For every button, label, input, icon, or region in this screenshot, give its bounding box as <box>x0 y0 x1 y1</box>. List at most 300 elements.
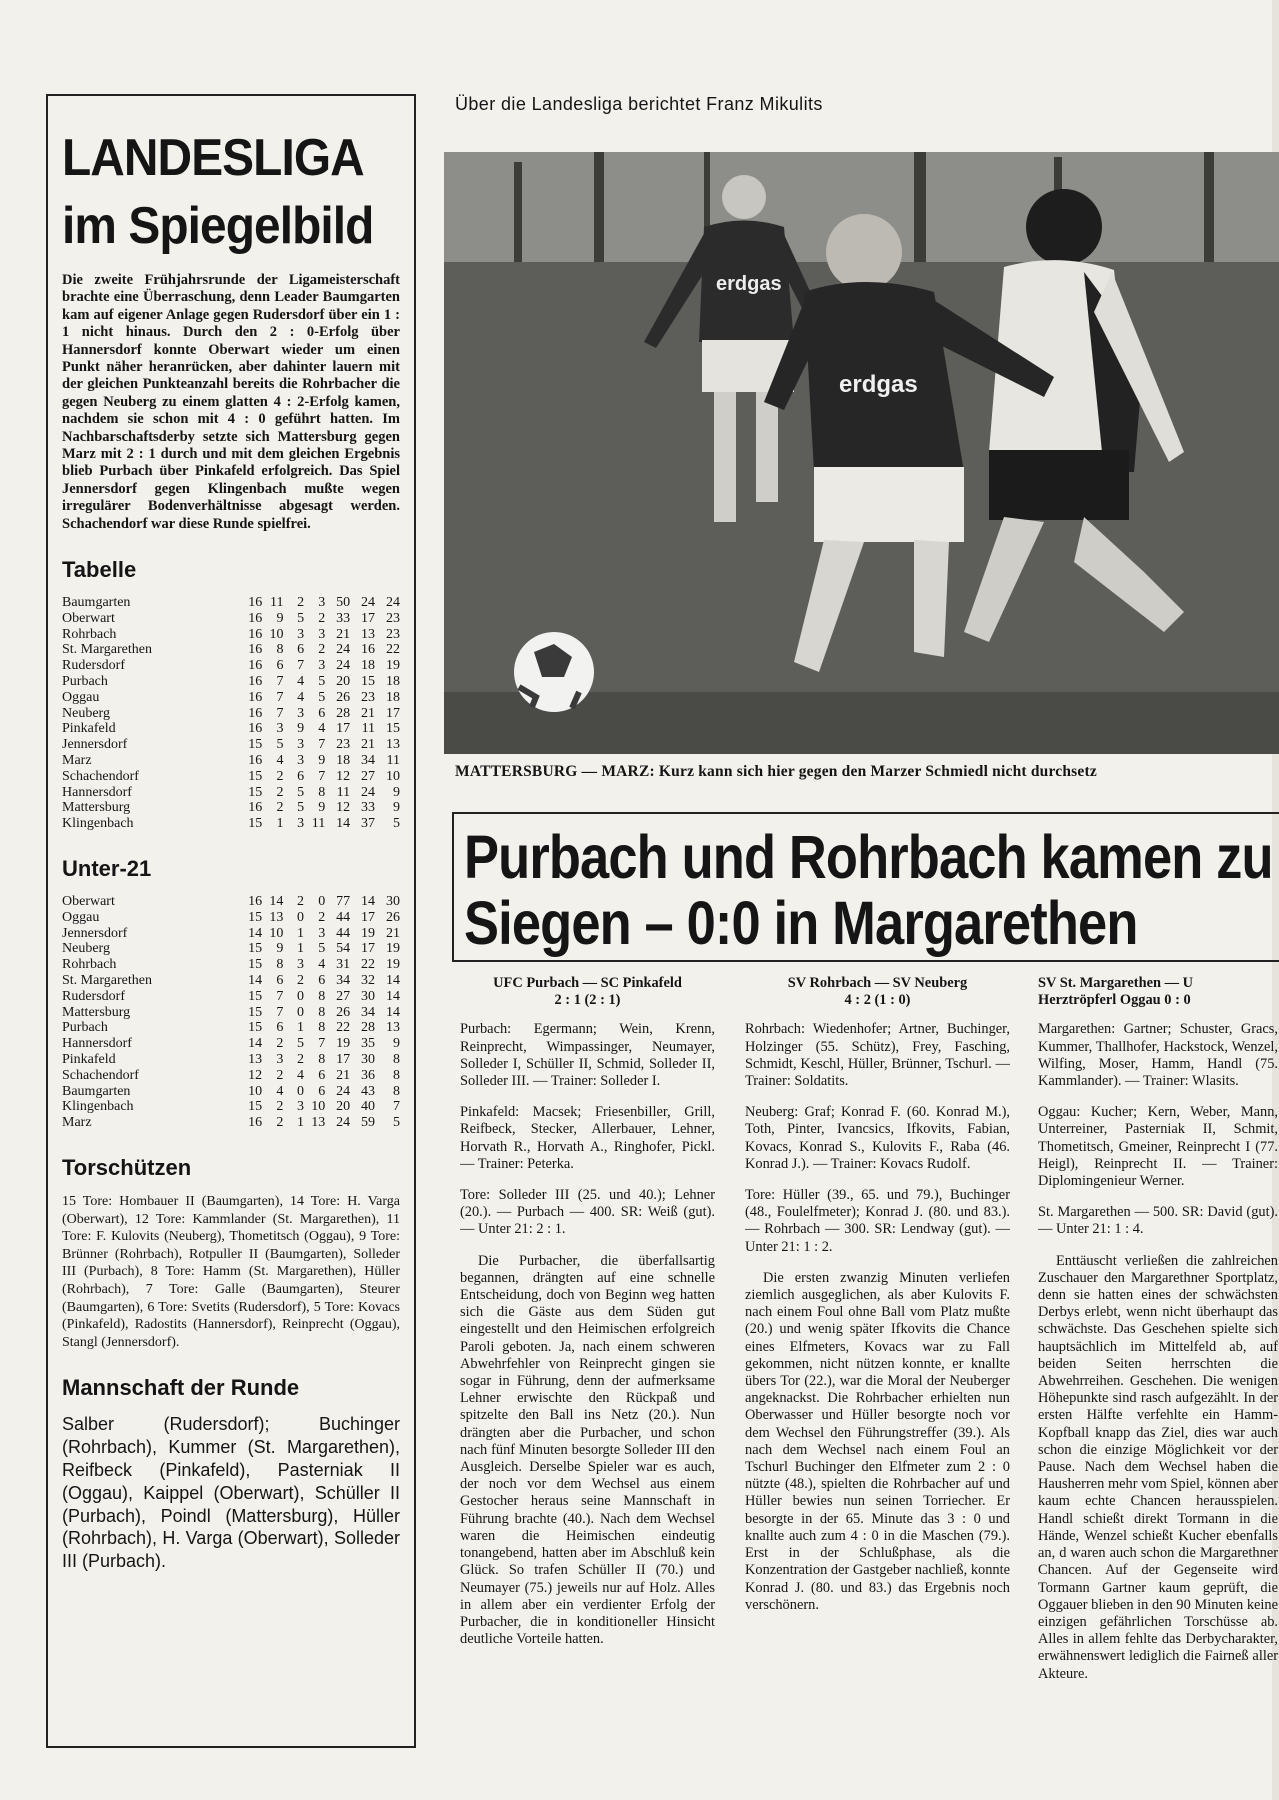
stat-cell: 1 <box>297 925 305 941</box>
stat-cell: 7 <box>318 737 326 753</box>
stat-cell: 30 <box>361 988 376 1004</box>
stat-cell: 3 <box>318 658 326 674</box>
headline-line1: Purbach und Rohrbach kamen zu <box>464 823 1273 891</box>
table-row <box>62 910 400 926</box>
stat-cell: 23 <box>361 689 376 705</box>
stat-cell: 3 <box>276 1052 284 1068</box>
table-row <box>62 1068 400 1084</box>
stat-cell: 5 <box>318 689 326 705</box>
stat-cell: 15 <box>248 1099 263 1115</box>
team-name: Pinkafeld <box>62 1052 116 1068</box>
team-name: Hannersdorf <box>62 784 132 800</box>
lineup-away: Oggau: Kucher; Kern, Weber, Mann, Unterreiner, Pasterniak II, Schmit, Thometitsch, Gmeiner, Reinprecht I (77. Heigl), Reinprecht II. — Trainer: Diplomingenieur Werner. <box>1038 1104 1278 1190</box>
stat-cell: 37 <box>361 816 376 832</box>
stat-cell: 5 <box>297 610 305 626</box>
match-photo <box>444 152 1279 754</box>
team-name: Purbach <box>62 1020 108 1036</box>
stat-cell: 28 <box>361 1020 376 1036</box>
team-name: Baumgarten <box>62 1083 131 1099</box>
stat-cell: 8 <box>393 1052 400 1068</box>
box-title-line1: LANDESLIGA <box>62 129 364 187</box>
team-name: Oberwart <box>62 894 115 910</box>
stat-cell: 17 <box>361 610 376 626</box>
stat-cell: 8 <box>393 1083 400 1099</box>
stat-cell: 9 <box>297 721 305 737</box>
team-name: Klingenbach <box>62 816 134 832</box>
team-name: St. Margarethen <box>62 642 152 658</box>
stat-cell: 9 <box>393 1036 400 1052</box>
team-name: Klingenbach <box>62 1099 134 1115</box>
stat-cell: 0 <box>297 1083 305 1099</box>
tabelle-heading: Tabelle <box>62 557 137 583</box>
team-name: Rohrbach <box>62 957 117 973</box>
stat-cell: 11 <box>386 753 400 769</box>
table-row <box>62 721 400 737</box>
stat-cell: 8 <box>318 1020 326 1036</box>
table-row <box>62 642 400 658</box>
stat-cell: 24 <box>361 595 376 611</box>
table-row <box>62 1115 400 1131</box>
team-name: Neuberg <box>62 941 110 957</box>
stat-cell: 15 <box>248 737 263 753</box>
stat-cell: 12 <box>336 800 351 816</box>
stat-cell: 19 <box>361 925 376 941</box>
stat-cell: 15 <box>248 957 263 973</box>
team-name: Neuberg <box>62 705 110 721</box>
stat-cell: 16 <box>361 642 376 658</box>
stat-cell: 16 <box>248 610 263 626</box>
stat-cell: 13 <box>386 737 400 753</box>
stat-cell: 22 <box>386 642 400 658</box>
lineup-home: Purbach: Egermann; Wein, Krenn, Reinprecht, Wimpassinger, Neumayer, Solleder I, Schüller II, Schmid, Solleder II, Solleder III. — Trainer: Solleder I. <box>460 1021 715 1090</box>
stat-cell: 12 <box>248 1067 263 1083</box>
stat-cell: 33 <box>361 800 376 816</box>
stat-cell: 6 <box>276 1020 284 1036</box>
match-report: Die ersten zwanzig Minuten verliefen ziemlich ausgeglichen, als aber Kulovits F. nach einem Foul ohne Ball vom Platz mußte (20.) und wenig später Ifkovits die Chance eines Elfmeters, Kovacs war zu Fall gekommen, nicht nützen konnte, er knallte übers Tor (22.), war die Moral der Neuberger angeknackst. Die Rohrbacher erhielten nun Oberwasser und Hüller besorgte noch vor dem Wechsel den Führungstreffer (39.). Als nach dem Wechsel nach einem Foul an Tschurl Buchinger den Elfmeter zum 2 : 0 nützte (48.), spielten die Rohrbacher auf und Hüller bewies nun seinen Torriecher. Er besorgte in der 65. Minute das 3 : 0 und knallte auch zum 4 : 0 in die Maschen (79.). Erst in der Schlußphase, als die Konzentration der Gastgeber nachließ, konnte Konrad J. (80. und 83.) das Ergebnis noch verschönern. <box>745 1269 1010 1613</box>
stat-cell: 5 <box>297 784 305 800</box>
stat-cell: 10 <box>269 925 284 941</box>
stat-cell: 3 <box>297 753 305 769</box>
stat-cell: 16 <box>248 753 263 769</box>
stat-cell: 13 <box>311 1115 326 1131</box>
stat-cell: 30 <box>386 894 400 910</box>
team-name: Baumgarten <box>62 595 131 611</box>
table-row <box>62 894 400 910</box>
stat-cell: 0 <box>297 1004 305 1020</box>
scorers-heading: Torschützen <box>62 1155 192 1180</box>
team-name: Rohrbach <box>62 626 117 642</box>
stat-cell: 0 <box>297 988 305 1004</box>
team-of-round-heading: Mannschaft der Runde <box>62 1375 300 1401</box>
stat-cell: 7 <box>276 1004 284 1020</box>
stat-cell: 18 <box>361 658 376 674</box>
lineup-away: Neuberg: Graf; Konrad F. (60. Konrad M.), Toth, Pinter, Ivancsics, Ifkovits, Fabian, Kovacs, Konrad S., Kulovits F., Raba (46. Konrad J.). — Trainer: Kovacs Rudolf. <box>745 1104 1010 1172</box>
table-row <box>62 769 400 785</box>
byline: Über die Landesliga berichtet Franz Mikulits <box>455 94 823 114</box>
stat-cell: 22 <box>336 1020 351 1036</box>
stat-cell: 2 <box>297 595 305 611</box>
stat-cell: 2 <box>276 1067 284 1083</box>
stat-cell: 18 <box>386 674 400 690</box>
stat-cell: 6 <box>318 705 326 721</box>
lineup-home: Rohrbach: Wiedenhofer; Artner, Buchinger, Holzinger (55. Schütz), Frey, Fasching, Schmidt, Keschl, Hüller, Brünner, Tschurl. — Trainer: Soldatits. <box>745 1021 1010 1090</box>
stat-cell: 11 <box>336 784 351 800</box>
stat-cell: 15 <box>248 941 263 957</box>
team-name: Jennersdorf <box>62 737 128 753</box>
goals-info: Tore: Solleder III (25. und 40.); Lehner (20.). — Purbach — 400. SR: Weiß (gut). — Unter 21: 2 : 1. <box>460 1187 715 1238</box>
stat-cell: 9 <box>393 800 400 816</box>
stat-cell: 14 <box>361 894 376 910</box>
article-column-purbach <box>460 975 715 1765</box>
stat-cell: 3 <box>297 957 305 973</box>
stat-cell: 4 <box>318 721 326 737</box>
table-row <box>62 957 400 973</box>
stat-cell: 0 <box>318 894 326 910</box>
stat-cell: 14 <box>386 1004 400 1020</box>
stat-cell: 10 <box>311 1099 326 1115</box>
stat-cell: 21 <box>361 705 376 721</box>
stat-cell: 5 <box>318 674 326 690</box>
stat-cell: 3 <box>297 705 305 721</box>
stat-cell: 8 <box>318 784 326 800</box>
team-name: Schachendorf <box>62 1067 139 1083</box>
stat-cell: 16 <box>248 674 263 690</box>
stat-cell: 6 <box>297 768 305 784</box>
stat-cell: 4 <box>318 957 326 973</box>
stat-cell: 2 <box>318 610 326 626</box>
stat-cell: 7 <box>393 1099 400 1115</box>
stat-cell: 3 <box>297 1099 305 1115</box>
stat-cell: 17 <box>336 1052 351 1068</box>
stat-cell: 16 <box>248 1115 263 1131</box>
stat-cell: 35 <box>361 1036 376 1052</box>
stat-cell: 32 <box>361 973 376 989</box>
team-name: Marz <box>62 1115 92 1131</box>
stat-cell: 4 <box>297 674 305 690</box>
stat-cell: 20 <box>336 1099 351 1115</box>
stat-cell: 7 <box>276 689 284 705</box>
shirt-text-background: erdgas <box>716 273 782 295</box>
team-of-round-text: Salber (Rudersdorf); Buchinger (Rohrbach), Kummer (St. Margarethen), Reifbeck (Pinkafeld), Pasterniak II (Oggau), Kaippel (Oberwart), Schüller II (Purbach), Poindl (Mattersburg), Hüller (Rohrbach), H. Varga (Oberwart), Solleder III (Purbach). <box>62 1414 400 1572</box>
photo-caption: MATTERSBURG — MARZ: Kurz kann sich hier gegen den Marzer Schmiedl nicht durchsetz <box>455 763 1097 780</box>
stat-cell: 19 <box>336 1036 351 1052</box>
stat-cell: 3 <box>318 626 326 642</box>
stat-cell: 13 <box>386 1020 400 1036</box>
stat-cell: 17 <box>336 721 351 737</box>
table-row <box>62 973 400 989</box>
stat-cell: 14 <box>386 988 400 1004</box>
stat-cell: 16 <box>248 658 263 674</box>
team-name: Mattersburg <box>62 800 131 816</box>
table-row <box>62 800 400 816</box>
stat-cell: 10 <box>386 768 400 784</box>
stat-cell: 50 <box>336 595 351 611</box>
stat-cell: 13 <box>361 626 376 642</box>
stat-cell: 15 <box>248 784 263 800</box>
stat-cell: 15 <box>386 721 400 737</box>
table-row <box>62 785 400 801</box>
stat-cell: 4 <box>297 1067 305 1083</box>
table-row <box>62 737 400 753</box>
stat-cell: 14 <box>248 925 263 941</box>
stat-cell: 26 <box>386 909 400 925</box>
stat-cell: 8 <box>318 1004 326 1020</box>
stat-cell: 4 <box>297 689 305 705</box>
stat-cell: 3 <box>297 737 305 753</box>
stat-cell: 20 <box>336 674 351 690</box>
team-name: Rudersdorf <box>62 658 125 674</box>
stat-cell: 9 <box>276 610 284 626</box>
stat-cell: 16 <box>248 642 263 658</box>
match-teams: SV Rohrbach — SV Neuberg <box>787 975 968 991</box>
headline-box <box>452 812 1279 962</box>
stat-cell: 9 <box>276 941 284 957</box>
stat-cell: 16 <box>248 626 263 642</box>
team-name: Oberwart <box>62 610 115 626</box>
stat-cell: 21 <box>336 1067 351 1083</box>
team-name: Pinkafeld <box>62 721 116 737</box>
stat-cell: 6 <box>276 658 284 674</box>
stat-cell: 14 <box>248 1036 263 1052</box>
football <box>514 632 594 712</box>
stat-cell: 8 <box>318 988 326 1004</box>
team-name: Mattersburg <box>62 1004 131 1020</box>
stat-cell: 3 <box>276 721 284 737</box>
stat-cell: 10 <box>269 626 284 642</box>
table-row <box>62 989 400 1005</box>
stat-cell: 8 <box>318 1052 326 1068</box>
stat-cell: 26 <box>336 1004 351 1020</box>
box-intro: Die zweite Frühjahrsrunde der Ligameisterschaft brachte eine Überraschung, denn Leader Baumgarten kam auf eigener Anlage gegen Rudersdorf über ein 1 : 1 nicht hinaus. Durch den 2 : 0-Erfolg über Hannersdorf konnte Oberwart wieder um einen Punkt näher heranrücken, aber dahinter lauern mit der gleichen Punkteanzahl bereits die Rohrbacher die gegen Neuberg zu einem glatten 4 : 2-Erfolg kamen, nachdem sie schon mit 4 : 0 geführt hatten. Im Nachbarschaftsderby setzte sich Mattersburg gegen Marz mit 2 : 1 durch und mit dem gleichen Ergebnis blieb Purbach über Pinkafeld erfolgreich. Das Spiel Jennersdorf gegen Klingenbach mußte wegen irregulärer Bodenverhältnisse abgesagt werden. Schachendorf war diese Runde spielfrei. <box>62 272 400 532</box>
stat-cell: 2 <box>276 1115 284 1131</box>
stat-cell: 9 <box>318 753 326 769</box>
stat-cell: 0 <box>297 909 305 925</box>
stat-cell: 13 <box>269 909 284 925</box>
stat-cell: 8 <box>276 957 284 973</box>
match-score: Herztröpferl Oggau 0 : 0 <box>1038 992 1191 1009</box>
stat-cell: 2 <box>297 1052 305 1068</box>
stat-cell: 21 <box>361 737 376 753</box>
article-column-margarethen <box>1038 975 1278 1765</box>
stat-cell: 27 <box>361 768 376 784</box>
stat-cell: 5 <box>297 800 305 816</box>
table-row <box>62 658 400 674</box>
stat-cell: 2 <box>276 784 284 800</box>
table-row <box>62 1005 400 1021</box>
stat-cell: 24 <box>336 1115 351 1131</box>
team-name: Hannersdorf <box>62 1036 132 1052</box>
stat-cell: 59 <box>361 1115 376 1131</box>
stat-cell: 4 <box>276 753 284 769</box>
stat-cell: 19 <box>386 658 400 674</box>
stat-cell: 4 <box>276 1083 284 1099</box>
match-score: 4 : 2 (1 : 0) <box>844 992 911 1009</box>
shirt-text-foreground: erdgas <box>839 371 918 398</box>
match-report: Die Purbacher, die überfallsartig begannen, drängten auf eine schnelle Entscheidung, doch von Beginn weg hatten sich die Gäste aus dem Süden gut eingestellt und den Heimischen erfolgreich Paroli geboten. Ja, nach einem schweren Abwehrfehler von Reinprecht gingen sie sogar in Führung, denn der aufmerksame Lehner erwischte den Rückpaß und spitzelte den Ball ins Netz (20.). Nun drängten aber die Purbacher, und schon nach fünf Minuten besorgte Solleder III den Ausgleich. Derselbe Spieler war es auch, der noch vor dem Wechsel aus einem Gestocher heraus seine Mannschaft in Führung brachte (40.). Nach dem Wechsel waren die Heimischen eindeutig tonangebend, hatten aber im Abschluß kein Glück. So trafen Schüller II (70.) und Neumayer (75.) jeweils nur auf Holz. Alles in allem aber ein verdienter Erfolg der Purbacher, die in konditioneller Hinsicht deutliche Vorteile hatten. <box>460 1252 715 1648</box>
box-title-line2: im Spiegelbild <box>62 197 374 255</box>
stat-cell: 21 <box>386 925 400 941</box>
stat-cell: 9 <box>393 784 400 800</box>
team-name: Purbach <box>62 674 108 690</box>
stat-cell: 77 <box>336 894 351 910</box>
stat-cell: 7 <box>297 658 305 674</box>
stat-cell: 17 <box>386 705 400 721</box>
stat-cell: 24 <box>386 595 400 611</box>
stat-cell: 5 <box>318 941 326 957</box>
stat-cell: 6 <box>276 973 284 989</box>
table-row <box>62 753 400 769</box>
team-name: Oggau <box>62 689 100 705</box>
stat-cell: 3 <box>297 626 305 642</box>
stat-cell: 9 <box>318 800 326 816</box>
match-heading <box>745 975 1010 1009</box>
team-name: Jennersdorf <box>62 925 128 941</box>
stat-cell: 14 <box>248 973 263 989</box>
stat-cell: 22 <box>361 957 376 973</box>
stat-cell: 5 <box>393 1115 400 1131</box>
stat-cell: 18 <box>336 753 351 769</box>
match-photo-illustration <box>444 152 1279 754</box>
table-row <box>62 690 400 706</box>
stat-cell: 8 <box>276 642 284 658</box>
stat-cell: 14 <box>336 816 351 832</box>
stat-cell: 11 <box>311 816 326 832</box>
stat-cell: 2 <box>297 894 305 910</box>
stat-cell: 2 <box>318 909 326 925</box>
stat-cell: 24 <box>361 784 376 800</box>
stat-cell: 14 <box>269 894 284 910</box>
stat-cell: 2 <box>276 768 284 784</box>
stat-cell: 16 <box>248 705 263 721</box>
stat-cell: 2 <box>276 1099 284 1115</box>
stat-cell: 7 <box>276 674 284 690</box>
stat-cell: 15 <box>361 674 376 690</box>
stat-cell: 2 <box>276 800 284 816</box>
stat-cell: 36 <box>361 1067 376 1083</box>
table-row <box>62 706 400 722</box>
stat-cell: 23 <box>336 737 351 753</box>
stat-cell: 27 <box>336 988 351 1004</box>
stat-cell: 2 <box>318 642 326 658</box>
table-row <box>62 926 400 942</box>
lineup-away: Pinkafeld: Macsek; Friesenbiller, Grill, Reifbeck, Stecker, Allerbauer, Lehner, Horvath R., Horvath A., Ringhofer, Pickl. — Trainer: Peterka. <box>460 1104 715 1172</box>
landesliga-box <box>46 94 416 1748</box>
stat-cell: 44 <box>336 909 351 925</box>
match-heading <box>1038 975 1278 1009</box>
match-teams: SV St. Margarethen — U <box>1038 975 1193 991</box>
table-row <box>62 611 400 627</box>
table-row <box>62 1020 400 1036</box>
stat-cell: 31 <box>336 957 351 973</box>
stat-cell: 3 <box>297 816 305 832</box>
stat-cell: 34 <box>361 1004 376 1020</box>
table-row <box>62 627 400 643</box>
stat-cell: 16 <box>248 689 263 705</box>
stat-cell: 26 <box>336 689 351 705</box>
stat-cell: 11 <box>269 595 284 611</box>
stat-cell: 12 <box>336 768 351 784</box>
stat-cell: 15 <box>248 816 263 832</box>
team-name: Oggau <box>62 909 100 925</box>
stat-cell: 23 <box>386 626 400 642</box>
stat-cell: 34 <box>361 753 376 769</box>
stat-cell: 2 <box>276 1036 284 1052</box>
stat-cell: 16 <box>248 894 263 910</box>
stat-cell: 17 <box>361 909 376 925</box>
headline-line2: Siegen – 0:0 in Margarethen <box>464 889 1138 957</box>
team-name: Schachendorf <box>62 768 139 784</box>
stat-cell: 16 <box>248 595 263 611</box>
goals-info: Tore: Hüller (39., 65. und 79.), Buchinger (48., Foulelfmeter); Konrad J. (80. und 83.). — Rohrbach — 300. SR: Lendway (gut). — Unter 21: 1 : 2. <box>745 1187 1010 1255</box>
stat-cell: 40 <box>361 1099 376 1115</box>
article-column-rohrbach <box>745 975 1010 1765</box>
stat-cell: 15 <box>248 768 263 784</box>
stat-cell: 14 <box>386 973 400 989</box>
match-heading <box>460 975 715 1009</box>
stat-cell: 2 <box>297 973 305 989</box>
table-row <box>62 1084 400 1100</box>
team-name: St. Margarethen <box>62 973 152 989</box>
scorers-text: 15 Tore: Hombauer II (Baumgarten), 14 Tore: H. Varga (Oberwart), 12 Tore: Kammlander (St. Margarethen), 11 Tore: F. Kulovits (Neuberg), Thometitsch (Oggau), 9 Tore: Brünner (Rohrbach), Rotpuller II (Baumgarten), Solleder III (Purbach), 8 Tore: Hamm (St. Margarethen), Hüller (Rohrbach), 7 Tore: Galle (Baumgarten), Steurer (Baumgarten), 6 Tore: Svetits (Rudersdorf), 5 Tore: Kovacs (Pinkafeld), Radostits (Hannersdorf), Reinprecht (Oggau), Stangl (Jennersdorf). <box>62 1194 400 1350</box>
stat-cell: 7 <box>318 1036 326 1052</box>
stat-cell: 15 <box>248 1020 263 1036</box>
table-row <box>62 1052 400 1068</box>
stat-cell: 16 <box>248 800 263 816</box>
match-teams: UFC Purbach — SC Pinkafeld <box>493 975 682 991</box>
stat-cell: 13 <box>248 1052 263 1068</box>
stat-cell: 16 <box>248 721 263 737</box>
stat-cell: 7 <box>276 988 284 1004</box>
stat-cell: 11 <box>361 721 376 737</box>
stat-cell: 18 <box>386 689 400 705</box>
stat-cell: 28 <box>336 705 351 721</box>
stat-cell: 21 <box>336 626 351 642</box>
stat-cell: 19 <box>386 957 400 973</box>
stat-cell: 24 <box>336 642 351 658</box>
stat-cell: 1 <box>297 1115 305 1131</box>
team-name: Rudersdorf <box>62 988 125 1004</box>
stat-cell: 6 <box>318 1083 326 1099</box>
lineup-home: Margarethen: Gartner; Schuster, Gracs, Kummer, Thallhofer, Hackstock, Wenzel, Wilfing, Moser, Hamm, Handl (75. Kammlander). — Trainer: Wlasits. <box>1038 1021 1278 1090</box>
stat-cell: 15 <box>248 988 263 1004</box>
stat-cell: 10 <box>248 1083 263 1099</box>
table-row <box>62 674 400 690</box>
stat-cell: 6 <box>297 642 305 658</box>
stat-cell: 8 <box>393 1067 400 1083</box>
stat-cell: 5 <box>393 816 400 832</box>
stat-cell: 15 <box>248 1004 263 1020</box>
u21-heading: Unter-21 <box>62 856 152 882</box>
stat-cell: 30 <box>361 1052 376 1068</box>
stat-cell: 7 <box>276 705 284 721</box>
stat-cell: 7 <box>318 768 326 784</box>
match-score: 2 : 1 (2 : 1) <box>554 992 621 1009</box>
u21-table <box>62 894 400 1131</box>
stat-cell: 33 <box>336 610 351 626</box>
match-report: Enttäuscht verließen die zahlreichen Zuschauer den Margarethner Sportplatz, denn sie hatten eines der schwächsten Derbys erlebt, wenn nicht überhaupt das schwächste. Das Geschehen spielte sich hauptsächlich im Mittelfeld ab, auf beiden Seiten herrschten die Abwehrreihen. Geschehen. Die wenigen Höhepunkte sind rasch aufgezählt. In der ersten Hälfte verfehlte ein Hamm-Kopfball knapp das Ziel, dies war auch schon die einzige Möglichkeit vor der Pause. Nach dem Wechsel haben die Hausherren mehr vom Spiel, können aber kaum echte Chancen herausspielen. Handl schießt direkt Tormann in die Hände, Wenzel schießt Kucher ebenfalls an, d waren auch schon die Margarethner Chancen. Auf der Gegenseite wird Tormann Gartner kaum geprüft, die Oggauer blieben in den 90 Minuten keine einzigen gefährlichen Torschüsse ab. Alles in allem fehlte das Derbycharakter, erwähnenswert lediglich die Fairneß aller Akteure. <box>1038 1252 1278 1682</box>
goals-info: St. Margarethen — 500. SR: David (gut). — Unter 21: 1 : 4. <box>1038 1204 1278 1238</box>
stat-cell: 3 <box>318 595 326 611</box>
stat-cell: 6 <box>318 973 326 989</box>
team-name: Marz <box>62 753 92 769</box>
stat-cell: 1 <box>297 1020 305 1036</box>
stat-cell: 23 <box>386 610 400 626</box>
stat-cell: 6 <box>318 1067 326 1083</box>
table-row <box>62 1036 400 1052</box>
stat-cell: 34 <box>336 973 351 989</box>
stat-cell: 1 <box>297 941 305 957</box>
stat-cell: 3 <box>318 925 326 941</box>
